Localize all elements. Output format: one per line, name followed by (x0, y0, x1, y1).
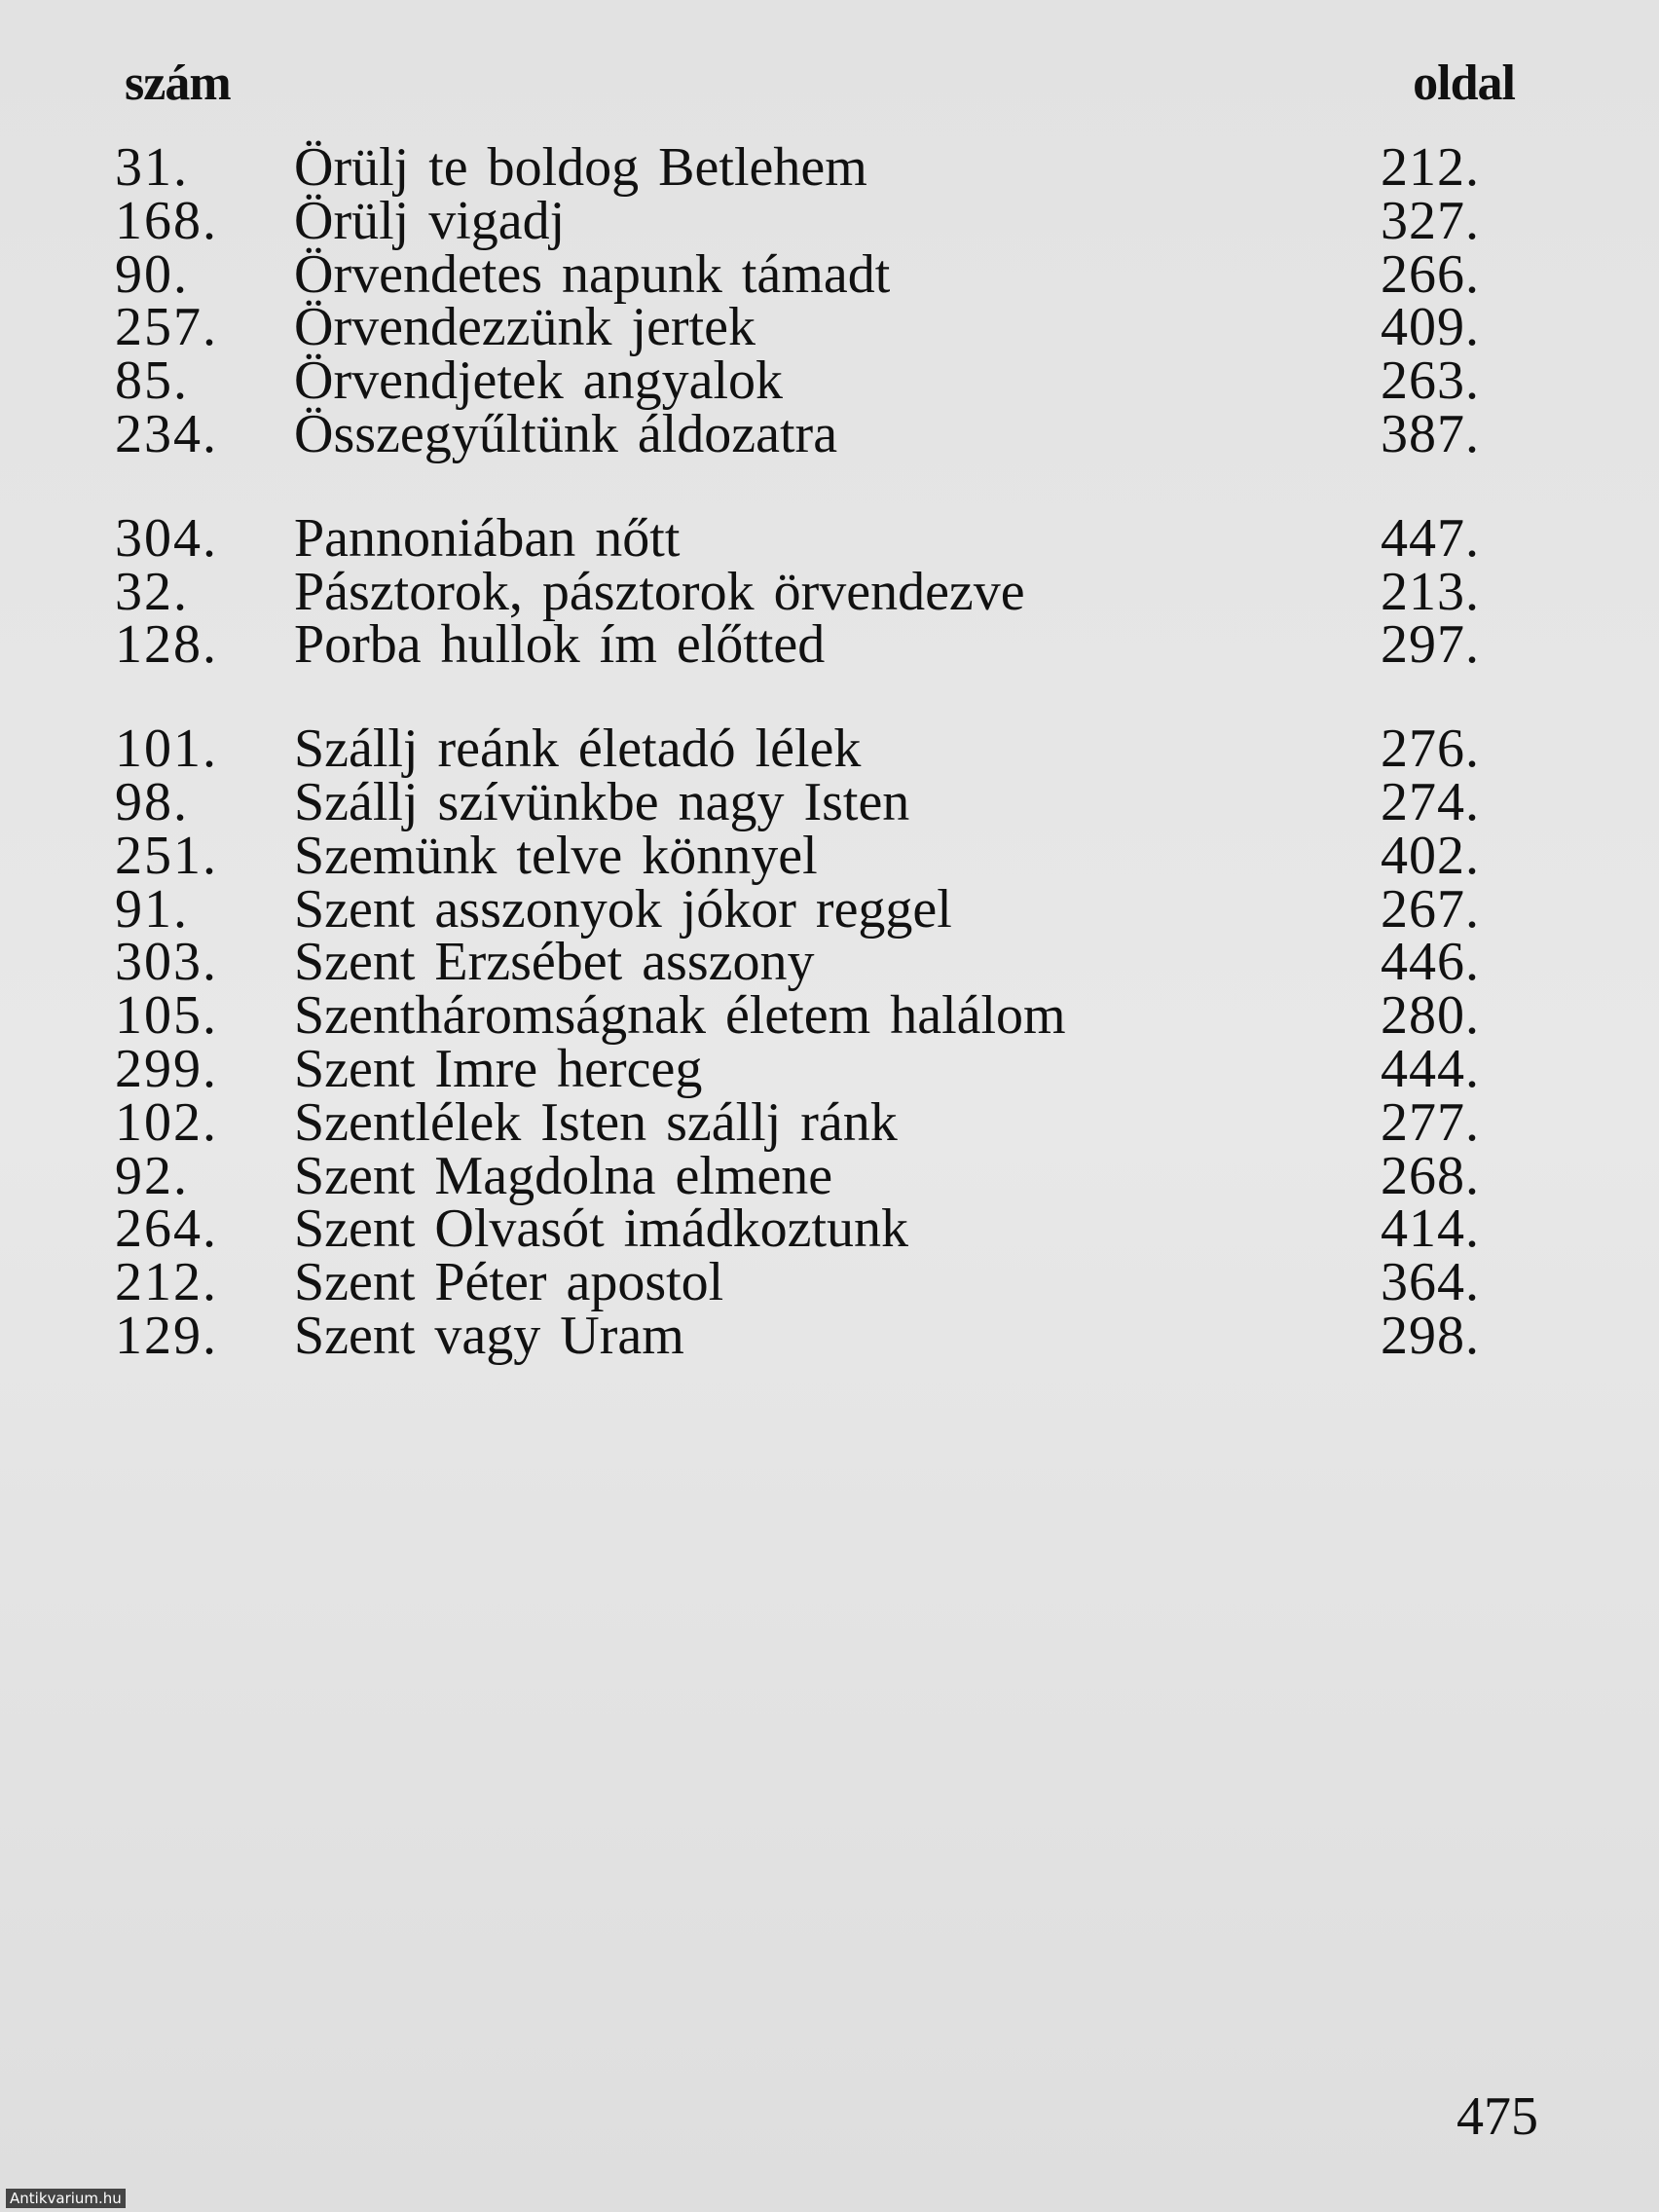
entry-title: Szállj reánk életadó lélek (294, 719, 862, 779)
entry-page: 297. (1381, 614, 1480, 675)
entry-title: Összegyűltünk áldozatra (294, 404, 838, 464)
entry-title: Szent asszonyok jókor reggel (294, 879, 952, 940)
entry-title: Szállj szívünkbe nagy Isten (294, 772, 910, 832)
entry-title: Szemünk telve könnyel (294, 826, 818, 886)
column-header-number: szám (125, 55, 231, 111)
entry-number: 105. (115, 985, 218, 1046)
entry-number: 128. (115, 614, 218, 675)
entry-title: Pásztorok, pásztorok örvendezve (294, 562, 1025, 622)
entry-title: Szent Erzsébet asszony (294, 932, 815, 992)
entry-number: 98. (115, 772, 189, 832)
entry-number: 102. (115, 1092, 218, 1153)
entry-title: Örülj vigadj (294, 191, 566, 251)
entry-title: Szentháromságnak életem halálom (294, 985, 1066, 1046)
entry-number: 212. (115, 1252, 218, 1312)
entry-number: 303. (115, 932, 218, 992)
entry-number: 264. (115, 1198, 218, 1259)
entry-page: 298. (1381, 1306, 1480, 1366)
entry-number: 168. (115, 191, 218, 251)
entry-page: 267. (1381, 879, 1480, 940)
entry-page: 266. (1381, 244, 1480, 305)
entry-page: 274. (1381, 772, 1480, 832)
index-entry (0, 613, 1659, 683)
entry-page: 213. (1381, 562, 1480, 622)
entry-number: 299. (115, 1039, 218, 1099)
entry-title: Örvendezzünk jertek (294, 297, 756, 357)
entry-page: 387. (1381, 404, 1480, 464)
entry-title: Pannoniában nőtt (294, 508, 681, 569)
entry-page: 280. (1381, 985, 1480, 1046)
watermark-logo: Antikvarium.hu (6, 2189, 126, 2208)
entry-page: 446. (1381, 932, 1480, 992)
entry-page: 276. (1381, 719, 1480, 779)
entry-page: 447. (1381, 508, 1480, 569)
entry-number: 91. (115, 879, 189, 940)
entry-number: 85. (115, 350, 189, 411)
entry-title: Szentlélek Isten szállj ránk (294, 1092, 898, 1153)
entry-number: 251. (115, 826, 218, 886)
entry-number: 304. (115, 508, 218, 569)
entry-page: 263. (1381, 350, 1480, 411)
entry-page: 327. (1381, 191, 1480, 251)
entry-title: Szent Olvasót imádkoztunk (294, 1198, 909, 1259)
entry-page: 277. (1381, 1092, 1480, 1153)
entry-title: Örvendetes napunk támadt (294, 244, 891, 305)
index-entry (0, 1305, 1659, 1375)
entry-title: Szent Péter apostol (294, 1252, 724, 1312)
entry-number: 234. (115, 404, 218, 464)
column-header-page: oldal (1413, 55, 1515, 111)
entry-title: Örvendjetek angyalok (294, 350, 784, 411)
entry-page: 212. (1381, 137, 1480, 198)
entry-page: 444. (1381, 1039, 1480, 1099)
entry-title: Szent vagy Uram (294, 1306, 684, 1366)
index-entry (0, 403, 1659, 473)
entry-title: Szent Imre herceg (294, 1039, 703, 1099)
entry-title: Örülj te boldog Betlehem (294, 137, 867, 198)
entry-number: 129. (115, 1306, 218, 1366)
entry-page: 409. (1381, 297, 1480, 357)
entry-title: Szent Magdolna elmene (294, 1146, 833, 1206)
page-number: 475 (1456, 2086, 1538, 2147)
entry-page: 402. (1381, 826, 1480, 886)
entry-number: 32. (115, 562, 189, 622)
entry-page: 414. (1381, 1198, 1480, 1259)
entry-number: 257. (115, 297, 218, 357)
entry-number: 31. (115, 137, 189, 198)
entry-number: 90. (115, 244, 189, 305)
entry-page: 268. (1381, 1146, 1480, 1206)
entry-page: 364. (1381, 1252, 1480, 1312)
entry-number: 92. (115, 1146, 189, 1206)
entry-title: Porba hullok ím előtted (294, 614, 826, 675)
entry-number: 101. (115, 719, 218, 779)
